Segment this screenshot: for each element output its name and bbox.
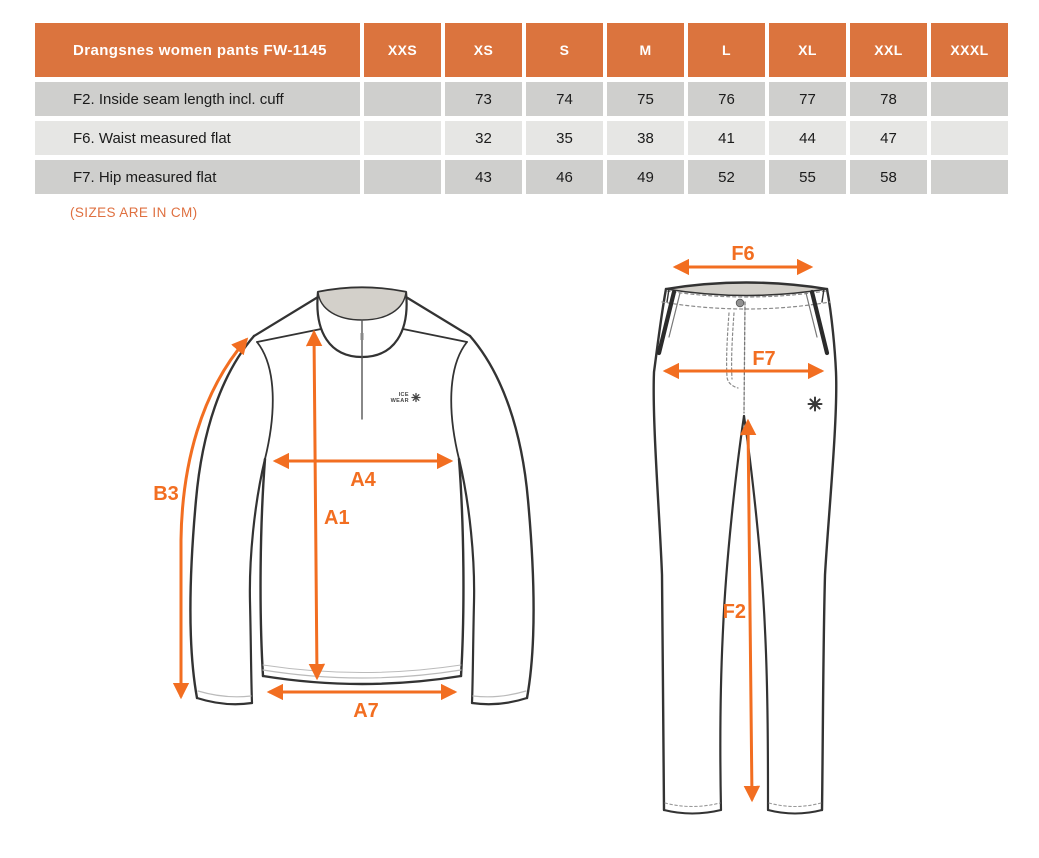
- pants-left-outer-seam: [654, 289, 666, 810]
- logo-text-wear: WEAR: [390, 398, 409, 404]
- shirt-measurement-diagram: [140, 250, 600, 730]
- value-cell: 41: [688, 121, 765, 155]
- value-cell: 43: [445, 160, 522, 194]
- shirt-brand-logo: [391, 392, 420, 404]
- value-cell: [364, 160, 441, 194]
- value-cell: 55: [769, 160, 846, 194]
- pants-right-hem: [768, 810, 822, 814]
- shirt-right-armhole-seam: [451, 342, 467, 459]
- f6-label: F6: [731, 243, 755, 265]
- measurement-label-cell: F2. Inside seam length incl. cuff: [35, 82, 360, 116]
- shirt-body-left-side: [261, 459, 265, 676]
- shirt-right-sleeve-outline: [470, 336, 534, 698]
- table-row: [35, 160, 1008, 194]
- size-header-xl: XL: [769, 23, 846, 77]
- snowflake-icon: [412, 394, 420, 402]
- size-header-s: S: [526, 23, 603, 77]
- value-cell: 73: [445, 82, 522, 116]
- value-cell: 78: [850, 82, 927, 116]
- size-header-xxs: XXS: [364, 23, 441, 77]
- shirt-left-raglan-seam: [257, 329, 321, 342]
- size-header-m: M: [607, 23, 684, 77]
- table-header-row: [35, 23, 1008, 77]
- shirt-hem-stitch: [263, 670, 461, 678]
- pants-measurement-arrows: [666, 267, 821, 799]
- value-cell: [364, 82, 441, 116]
- shirt-hem: [263, 676, 461, 684]
- shirt-hem-stitch: [263, 665, 461, 673]
- pants-left-hem: [664, 810, 721, 814]
- value-cell: 74: [526, 82, 603, 116]
- f2-label: F2: [722, 601, 746, 623]
- value-cell: 35: [526, 121, 603, 155]
- a1-length-arrow: [314, 333, 317, 677]
- size-header-xs: XS: [445, 23, 522, 77]
- shirt-left-shoulder-seam: [254, 297, 318, 336]
- shirt-right-cuff-stitch: [473, 691, 526, 697]
- a1-label: A1: [324, 507, 350, 529]
- pants-waistband-stitch: [662, 302, 830, 309]
- measurement-label-cell: F6. Waist measured flat: [35, 121, 360, 155]
- value-cell: [364, 121, 441, 155]
- a4-label: A4: [350, 469, 376, 491]
- b3-label: B3: [153, 483, 179, 505]
- pants-button: [736, 299, 744, 307]
- pants-right-hem-stitch: [769, 803, 821, 807]
- product-title-cell: Drangsnes women pants FW-1145: [35, 23, 360, 77]
- table-row: [35, 121, 1008, 155]
- pants-right-outer-seam: [822, 289, 836, 810]
- shirt-line-art: [190, 288, 533, 705]
- size-header-xxl: XXL: [850, 23, 927, 77]
- value-cell: 77: [769, 82, 846, 116]
- measurement-label-cell: F7. Hip measured flat: [35, 160, 360, 194]
- value-cell: 47: [850, 121, 927, 155]
- snowflake-icon: [809, 398, 822, 411]
- shirt-right-shoulder-seam: [406, 297, 470, 336]
- shirt-left-cuff-stitch: [198, 691, 251, 697]
- value-cell: 38: [607, 121, 684, 155]
- value-cell: [931, 82, 1008, 116]
- pants-center-seam: [744, 302, 745, 413]
- size-header-xxxl: XXXL: [931, 23, 1008, 77]
- value-cell: 44: [769, 121, 846, 155]
- shirt-body-right-side: [459, 459, 463, 676]
- shirt-left-armhole-seam: [257, 342, 273, 459]
- logo-text-ice: ICE: [398, 392, 409, 398]
- pants-left-hem-stitch: [665, 803, 720, 807]
- value-cell: 46: [526, 160, 603, 194]
- pants-right-pocket-trim: [812, 292, 827, 353]
- table-row: [35, 82, 1008, 116]
- value-cell: 75: [607, 82, 684, 116]
- value-cell: 76: [688, 82, 765, 116]
- sizes-unit-note: (SIZES ARE IN CM): [70, 205, 198, 220]
- size-table-container: [31, 18, 1012, 199]
- shirt-left-cuff: [197, 698, 252, 704]
- pants-waist-inner: [666, 283, 827, 296]
- value-cell: 49: [607, 160, 684, 194]
- shirt-right-raglan-seam: [403, 329, 467, 342]
- value-cell: 58: [850, 160, 927, 194]
- pants-measurement-diagram: [615, 240, 915, 858]
- value-cell: [931, 160, 1008, 194]
- shirt-left-sleeve-outline: [190, 336, 254, 698]
- a7-label: A7: [353, 700, 379, 722]
- shirt-right-cuff: [472, 698, 527, 704]
- size-header-l: L: [688, 23, 765, 77]
- value-cell: [931, 121, 1008, 155]
- pants-line-art: [654, 283, 837, 814]
- pants-fly-stitch: [732, 313, 734, 379]
- value-cell: 52: [688, 160, 765, 194]
- value-cell: 32: [445, 121, 522, 155]
- size-table: [31, 18, 1012, 199]
- shirt-zipper-pull: [361, 333, 364, 340]
- f7-label: F7: [752, 348, 776, 370]
